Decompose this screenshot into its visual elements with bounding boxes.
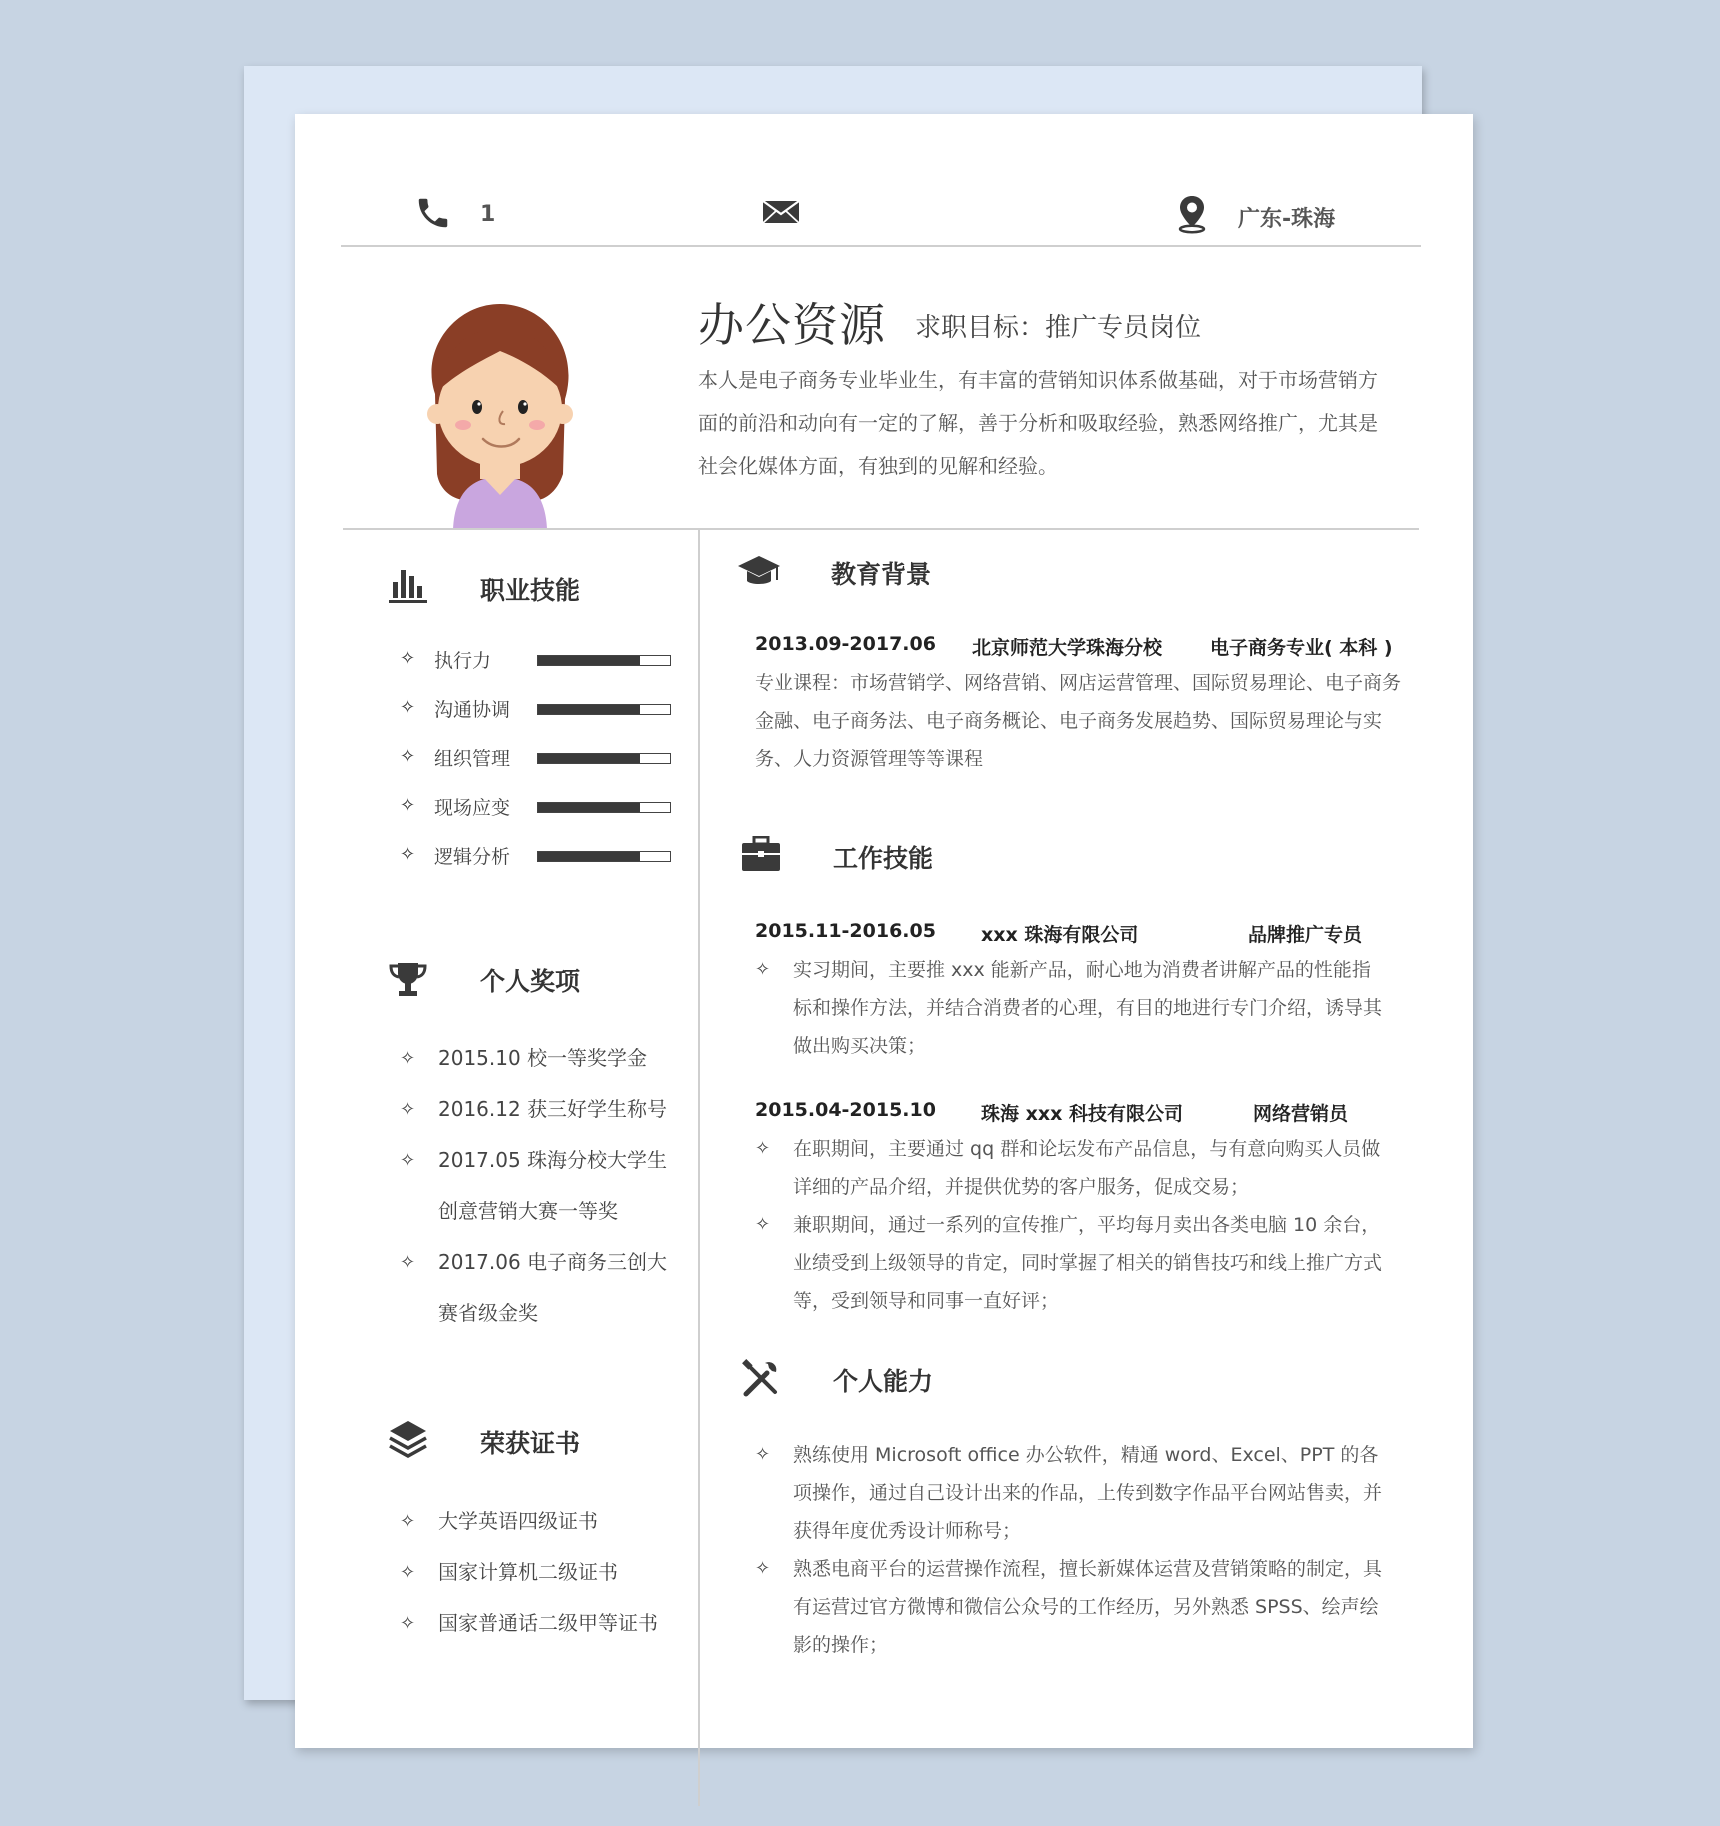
candidate-name: 办公资源 (698, 298, 886, 352)
cert-label: 国家计算机二级证书 (438, 1560, 618, 1584)
skill-row (400, 793, 680, 823)
briefcase-icon (741, 836, 781, 872)
job-duty-text: 在职期间，主要通过 qq 群和论坛发布产品信息，与有意向购买人员做详细的产品介绍，并提供优势的客户服务，促成交易； (793, 1138, 1381, 1198)
skill-row (400, 842, 680, 872)
job-duty (755, 1206, 1385, 1320)
bullet-diamond: ✧ (400, 1511, 416, 1532)
job-objective: 求职目标：推广专员岗位 (915, 313, 1202, 343)
ability-list (755, 1436, 1395, 1664)
graduation-cap-icon (737, 554, 781, 590)
bullet-diamond: ✧ (400, 1613, 416, 1634)
skill-bar-fill (538, 852, 640, 861)
job-company: 珠海 xxx 科技有限公司 (981, 1103, 1183, 1125)
bullet-diamond: ✧ (755, 1214, 771, 1235)
skill-label: 执行力 (434, 650, 492, 672)
bullet-diamond: ✧ (400, 697, 416, 718)
certs-title: 荣获证书 (480, 1429, 581, 1458)
award-line1: 2017.05 珠海分校大学生 (438, 1148, 668, 1172)
skill-label: 组织管理 (434, 748, 511, 770)
education-major: 电子商务专业( 本科 ) (1210, 637, 1393, 659)
contact-phone (414, 194, 614, 238)
skill-bar (537, 704, 671, 715)
trophy-icon (389, 961, 427, 999)
award-line1: 2015.10 校一等奖学金 (438, 1046, 648, 1070)
cert-item (400, 1547, 690, 1598)
skill-bar-fill (538, 656, 640, 665)
award-entry-cont (400, 1288, 690, 1339)
skill-bar (537, 851, 671, 862)
job-company: xxx 珠海有限公司 (981, 924, 1139, 946)
location-pin-icon (1175, 194, 1209, 234)
email-icon (762, 198, 800, 226)
skill-bar-fill (538, 705, 640, 714)
bullet-diamond: ✧ (400, 795, 416, 816)
cert-item (400, 1496, 690, 1547)
phone-icon (414, 194, 452, 232)
bullet-diamond: ✧ (400, 1048, 416, 1069)
bullet-diamond: ✧ (400, 1150, 416, 1171)
award-line1: 2016.12 获三好学生称号 (438, 1097, 668, 1121)
cert-item (400, 1598, 690, 1649)
profile-summary: 本人是电子商务专业毕业生，有丰富的营销知识体系做基础，对于市场营销方面的前沿和动向有一定的了解，善于分析和吸取经验，熟悉网络推广，尤其是社会化媒体方面，有独到的见解和经验。 (698, 368, 1378, 478)
award-entry (400, 1237, 690, 1288)
skill-bar (537, 655, 671, 666)
certs-list (400, 1496, 690, 1649)
awards-title: 个人奖项 (480, 967, 581, 996)
award-line2: 创意营销大赛一等奖 (438, 1199, 618, 1223)
column-divider (698, 530, 700, 1806)
phone-text: 1 (480, 202, 496, 227)
award-entry-cont (400, 1186, 690, 1237)
layers-icon (388, 1419, 428, 1459)
award-entry (400, 1033, 690, 1084)
bullet-diamond: ✧ (400, 1252, 416, 1273)
job-duty-text: 实习期间，主要推 xxx 能新产品，耐心地为消费者讲解产品的性能指标和操作方法，并结合消费者的心理，有目的地进行专门介绍，诱导其做出购买决策； (793, 959, 1383, 1057)
skill-row (400, 695, 680, 725)
education-period: 2013.09-2017.06 (755, 633, 936, 655)
job-duty (755, 1130, 1385, 1206)
education-title: 教育背景 (831, 560, 932, 589)
ability-title: 个人能力 (833, 1367, 934, 1396)
bullet-diamond: ✧ (400, 1562, 416, 1583)
job-duties (755, 1130, 1385, 1320)
bullet-diamond: ✧ (755, 959, 771, 980)
cert-label: 国家普通话二级甲等证书 (438, 1611, 658, 1635)
bullet-diamond: ✧ (755, 1444, 771, 1465)
job-role: 网络营销员 (1253, 1103, 1349, 1125)
ability-item (755, 1436, 1395, 1550)
resume-page (295, 114, 1473, 1748)
award-line2: 赛省级金奖 (438, 1301, 538, 1325)
skill-row (400, 646, 680, 676)
skill-bar-fill (538, 803, 640, 812)
job-duties (755, 951, 1385, 1065)
ability-text: 熟练使用 Microsoft office 办公软件，精通 word、Excel、PPT 的各项操作，通过自己设计出来的作品，上传到数字作品平台网站售卖，并获得年度优秀设计师称号； (793, 1444, 1383, 1542)
ability-item (755, 1550, 1395, 1664)
awards-list (400, 1033, 690, 1339)
skill-bar-fill (538, 754, 640, 763)
award-entry (400, 1084, 690, 1135)
header-divider (343, 528, 1419, 530)
contact-location (1175, 194, 1435, 238)
job-duty-text: 兼职期间，通过一系列的宣传推广，平均每月卖出各类电脑 10 余台，业绩受到上级领导的肯定，同时掌握了相关的销售技巧和线上推广方式等，受到领导和同事一直好评； (793, 1214, 1383, 1312)
bullet-diamond: ✧ (400, 844, 416, 865)
ability-text: 熟悉电商平台的运营操作流程，擅长新媒体运营及营销策略的制定，具有运营过官方微博和微信公众号的工作经历，另外熟悉 SPSS、绘声绘影的操作； (793, 1558, 1383, 1656)
contact-email (762, 198, 962, 238)
location-text: 广东-珠海 (1238, 207, 1336, 232)
tools-icon (741, 1359, 781, 1399)
award-entry (400, 1135, 690, 1186)
job-period: 2015.11-2016.05 (755, 920, 936, 942)
skill-label: 逻辑分析 (434, 846, 511, 868)
skills-title: 职业技能 (480, 576, 581, 605)
bar-chart-icon (389, 568, 427, 604)
contact-divider (341, 245, 1421, 247)
job-period: 2015.04-2015.10 (755, 1099, 936, 1121)
education-courses: 专业课程：市场营销学、网络营销、网店运营管理、国际贸易理论、电子商务金融、电子商务法、电子商务概论、电子商务发展趋势、国际贸易理论与实务、人力资源管理等等课程 (755, 672, 1402, 770)
skill-label: 现场应变 (434, 797, 511, 819)
award-item (400, 1033, 690, 1339)
skill-label: 沟通协调 (434, 699, 511, 721)
skill-bar (537, 753, 671, 764)
bullet-diamond: ✧ (400, 1099, 416, 1120)
education-school: 北京师范大学珠海分校 (972, 637, 1163, 659)
skills-list (400, 646, 680, 886)
skill-row (400, 744, 680, 774)
job-duty (755, 951, 1385, 1065)
avatar (415, 299, 585, 529)
cert-label: 大学英语四级证书 (438, 1509, 598, 1533)
bullet-diamond: ✧ (400, 746, 416, 767)
bullet-diamond: ✧ (755, 1558, 771, 1579)
bullet-diamond: ✧ (400, 648, 416, 669)
bullet-diamond: ✧ (755, 1138, 771, 1159)
award-line1: 2017.06 电子商务三创大 (438, 1250, 668, 1274)
skill-bar (537, 802, 671, 813)
work-title: 工作技能 (833, 844, 934, 873)
job-role: 品牌推广专员 (1248, 924, 1363, 946)
